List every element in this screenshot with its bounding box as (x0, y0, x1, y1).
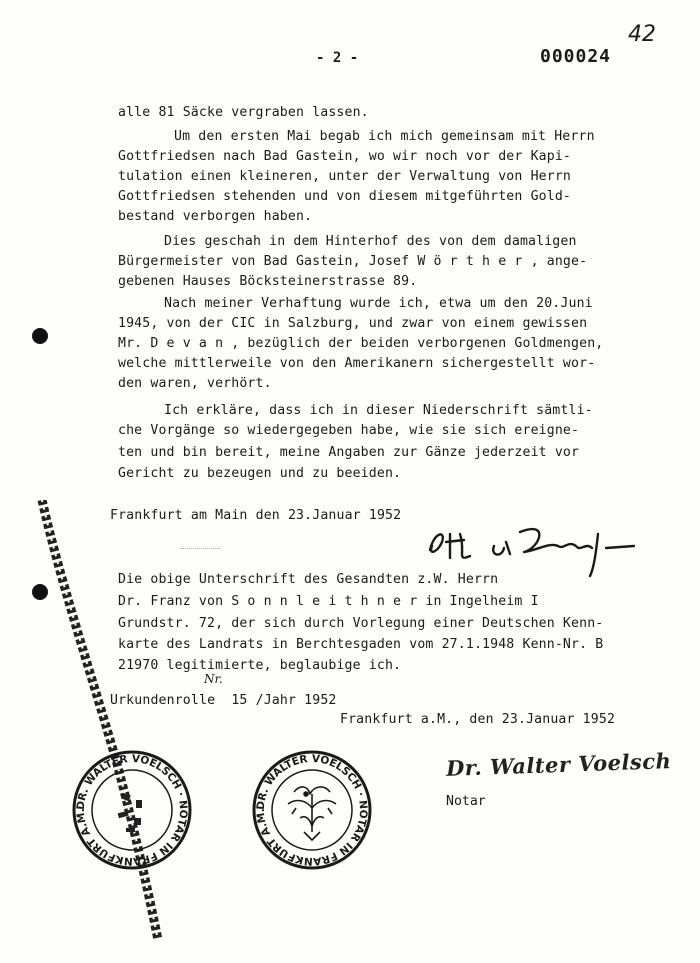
cert-place-date: Frankfurt a.M., den 23.Januar 1952 (340, 712, 616, 727)
body-line: 1945, von der CIC in Salzburg, und zwar von einem gewissen (118, 316, 588, 331)
body-line: Ich erkläre, dass ich in dieser Niederschrift sämtli- (164, 403, 593, 418)
cert-line: 21970 legitimierte, beglaubige ich. (118, 658, 402, 673)
body-line: Nach meiner Verhaftung wurde ich, etwa um den 20.Juni (164, 296, 593, 311)
body-line: Mr. D e v a n , bezüglich der beiden verborgenen Goldmengen, (118, 336, 604, 351)
faint-mark (180, 548, 220, 561)
body-line: alle 81 Säcke vergraben lassen. (118, 105, 369, 120)
body-line: Dies geschah in dem Hinterhof des von dem damaligen (164, 234, 577, 249)
svg-text:DR. WALTER VOELSCH · NOTAR IN: DR. WALTER VOELSCH · NOTAR IN FRANKFURT A.M. (254, 752, 370, 868)
body-line: bestand verborgen haben. (118, 209, 313, 224)
svg-text:DR. WALTER VOELSCH · NOTAR IN: DR. WALTER VOELSCH · NOTAR IN FRANKFURT A.M. (74, 752, 190, 868)
register-number: Urkundenrolle 15 /Jahr 1952 (110, 693, 337, 708)
body-line: Gottfriedsen nach Bad Gastein, wo wir noch vor der Kapi- (118, 149, 572, 164)
body-line: tulation einen kleineren, unter der Verwaltung von Herrn (118, 169, 572, 184)
notary-seal-left (70, 748, 194, 872)
notary-title: Notar (446, 794, 486, 809)
cert-line: Dr. Franz von S o n n l e i t h n e r in Ingelheim I (118, 594, 539, 609)
notary-signature: Dr. Walter Voelsch (445, 748, 672, 781)
cert-line: Grundstr. 72, der sich durch Vorlegung einer Deutschen Kenn- (118, 616, 604, 631)
body-line: Gericht zu bezeugen und zu beeiden. (118, 466, 402, 481)
cert-line: karte des Landrats in Berchtesgaden vom 27.1.1948 Kenn-Nr. B (118, 637, 604, 652)
body-line: che Vorgänge so wiedergegeben habe, wie sie sich ereigne- (118, 423, 580, 438)
register-handwritten: Nr. (204, 672, 223, 686)
binding-cord (20, 500, 180, 940)
body-line: welche mittlerweile von den Amerikanern sichergestellt wor- (118, 356, 596, 371)
body-line: Um den ersten Mai begab ich mich gemeinsam mit Herrn (174, 129, 595, 144)
body-line: Gottfriedsen stehenden und von diesem mitgeführten Gold- (118, 189, 572, 204)
document-number: 000024 (540, 46, 612, 67)
handwritten-page-number: 42 (628, 22, 656, 47)
body-line: den waren, verhört. (118, 376, 272, 391)
body-line: Bürgermeister von Bad Gastein, Josef W ö r t h e r , ange- (118, 254, 588, 269)
punch-hole-top (32, 328, 48, 344)
place-date: Frankfurt am Main den 23.Januar 1952 (110, 508, 402, 523)
cert-line: Die obige Unterschrift des Gesandten z.W. Herrn (118, 572, 499, 587)
body-line: ten und bin bereit, meine Angaben zur Gänze jederzeit vor (118, 445, 580, 460)
body-line: gebenen Hauses Böcksteinerstrasse 89. (118, 274, 418, 289)
page-number: - 2 - (316, 50, 359, 66)
notary-seal-right (250, 748, 374, 872)
